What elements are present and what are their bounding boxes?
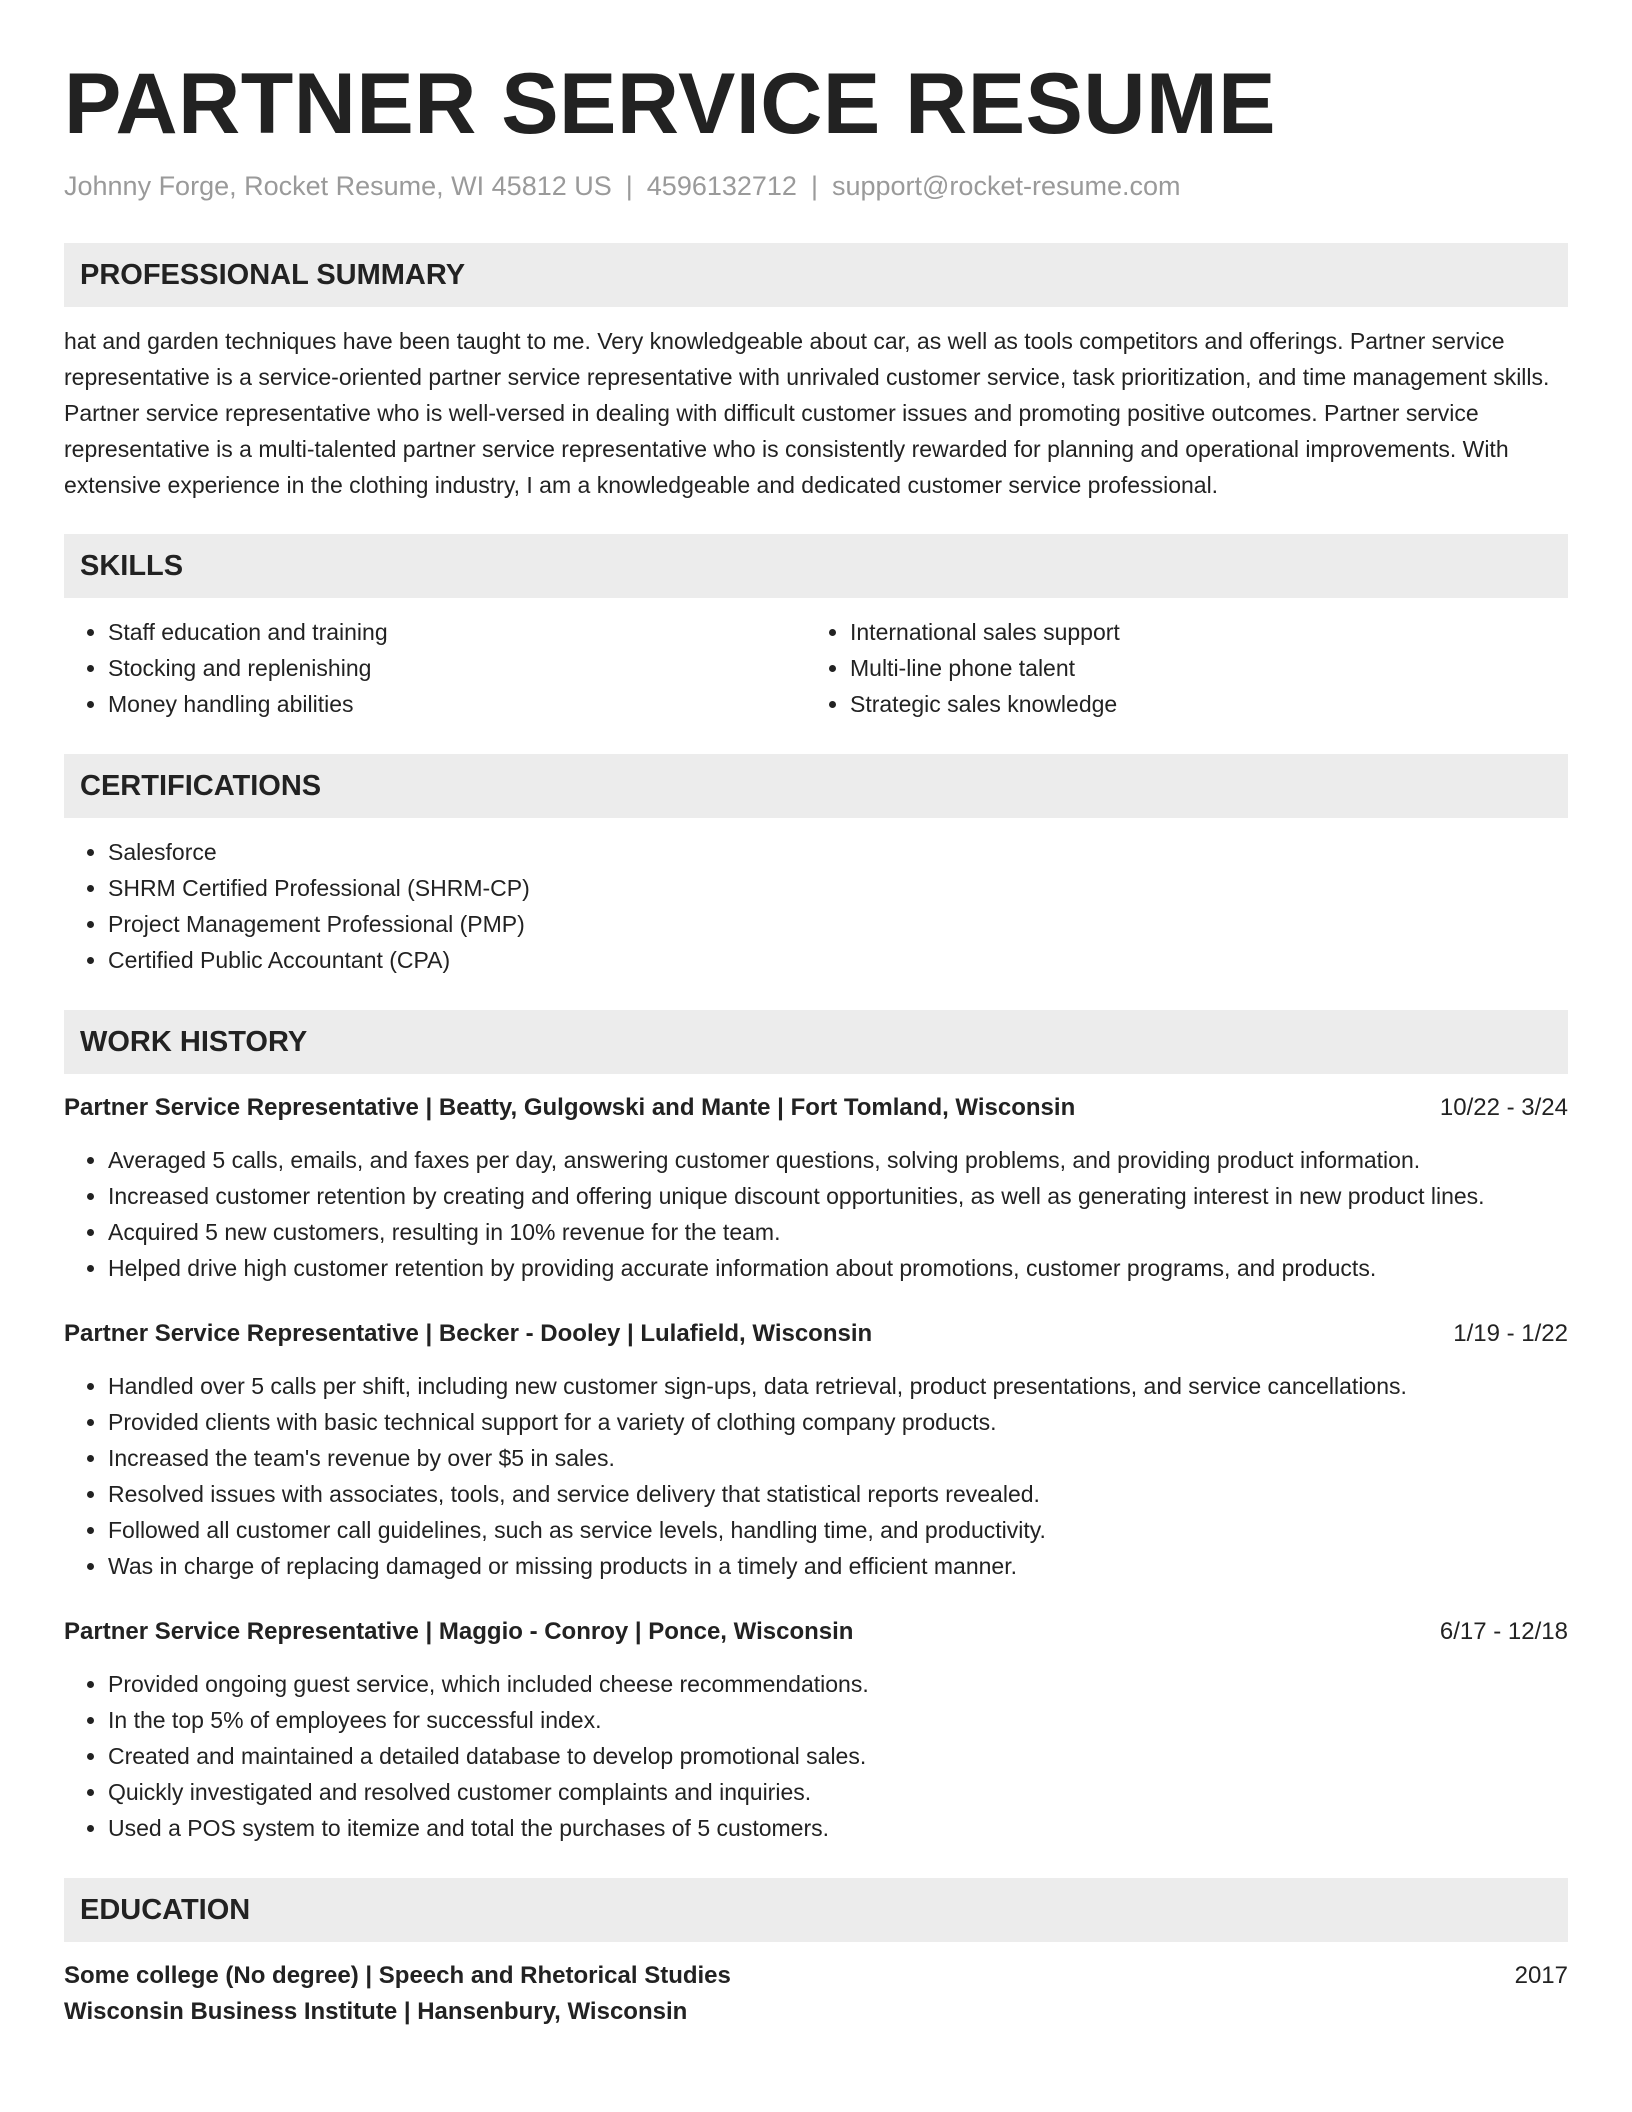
job-bullet: • Averaged 5 calls, emails, and faxes per day, answering customer questions, solving problems, and providing product information.: [108, 1142, 1568, 1178]
job-bullet: • In the top 5% of employees for successful index.: [108, 1702, 1568, 1738]
job-header: [64, 1614, 1568, 1650]
job-bullet: • Followed all customer call guidelines, such as service levels, handling time, and productivity.: [108, 1512, 1568, 1548]
resume-title: PARTNER SERVICE RESUME: [64, 56, 1277, 152]
section-heading-certifications: CERTIFICATIONS: [64, 754, 1568, 818]
certification-item: • Salesforce: [108, 834, 1568, 870]
skill-item: • Multi-line phone talent: [850, 650, 1548, 686]
job-bullet: • Acquired 5 new customers, resulting in 10% revenue for the team.: [108, 1214, 1568, 1250]
section-heading-education: EDUCATION: [64, 1878, 1568, 1942]
job-dates: 6/17 - 12/18: [1439, 1618, 1568, 1645]
skill-item: • Staff education and training: [108, 614, 806, 650]
job-header: [64, 1316, 1568, 1352]
job-header: [64, 1090, 1568, 1126]
job-bullet: • Used a POS system to itemize and total the purchases of 5 customers.: [108, 1810, 1568, 1846]
resume-content: [64, 52, 1568, 2030]
education-header: [64, 1958, 1568, 1994]
job-bullet: • Increased the team's revenue by over $5 in sales.: [108, 1440, 1568, 1476]
skills-left-list: [64, 614, 806, 722]
job-bullet: • Quickly investigated and resolved customer complaints and inquiries.: [108, 1774, 1568, 1810]
section-heading-work-history: WORK HISTORY: [64, 1010, 1568, 1074]
certifications-list: [64, 834, 1568, 978]
certification-item: • Project Management Professional (PMP): [108, 906, 1568, 942]
education-degree: Some college (No degree) | Speech and Rhetorical Studies: [64, 1962, 731, 1989]
skills-grid: [64, 614, 1568, 722]
job-title: Partner Service Representative | Becker - Dooley | Lulafield, Wisconsin: [64, 1320, 873, 1347]
skill-item: • Money handling abilities: [108, 686, 806, 722]
contact-separator: |: [625, 171, 633, 201]
section-heading-skills: SKILLS: [64, 534, 1568, 598]
job-dates: 10/22 - 3/24: [1439, 1094, 1568, 1121]
contact-email: support@rocket-resume.com: [831, 171, 1181, 201]
contact-address: Johnny Forge, Rocket Resume, WI 45812 US: [64, 171, 612, 201]
section-heading-summary: PROFESSIONAL SUMMARY: [64, 243, 1568, 307]
job-bullets: [64, 1368, 1568, 1584]
job-bullet: • Resolved issues with associates, tools, and service delivery that statistical reports revealed.: [108, 1476, 1568, 1512]
summary-text: hat and garden techniques have been taught to me. Very knowledgeable about car, as well as tools competitors and offerings. Partner service representative is a service-oriented partner service representative with unrivaled customer service, task prioritization, and time management skills. Partner service representative who is well-versed in dealing with difficult customer issues and promoting positive outcomes. Partner service representative is a multi-talented partner service representative who is consistently rewarded for planning and operational improvements. With extensive experience in the clothing industry, I am a knowledgeable and dedicated customer service professional.: [64, 328, 1550, 498]
job-title: Partner Service Representative | Maggio - Conroy | Ponce, Wisconsin: [64, 1618, 854, 1645]
contact-phone: 4596132712: [646, 171, 797, 201]
job-bullets: [64, 1142, 1568, 1286]
job-bullet: • Handled over 5 calls per shift, including new customer sign-ups, data retrieval, product presentations, and service cancellations.: [108, 1368, 1568, 1404]
skill-item: • Strategic sales knowledge: [850, 686, 1548, 722]
job-bullet: • Helped drive high customer retention by providing accurate information about promotions, customer programs, and products.: [108, 1250, 1568, 1286]
education-school: Wisconsin Business Institute | Hansenbury, Wisconsin: [64, 1998, 688, 2025]
skills-right-list: [806, 614, 1548, 722]
skill-item: • Stocking and replenishing: [108, 650, 806, 686]
skill-item: • International sales support: [850, 614, 1548, 650]
job-bullet: • Was in charge of replacing damaged or missing products in a timely and efficient manner.: [108, 1548, 1568, 1584]
job-bullet: • Created and maintained a detailed database to develop promotional sales.: [108, 1738, 1568, 1774]
job-title: Partner Service Representative | Beatty, Gulgowski and Mante | Fort Tomland, Wisconsin: [64, 1094, 1076, 1121]
job-bullet: • Provided clients with basic technical support for a variety of clothing company products.: [108, 1404, 1568, 1440]
certification-item: • SHRM Certified Professional (SHRM-CP): [108, 870, 1568, 906]
certification-item: • Certified Public Accountant (CPA): [108, 942, 1568, 978]
job-bullet: • Increased customer retention by creating and offering unique discount opportunities, as well as generating interest in new product lines.: [108, 1178, 1568, 1214]
job-bullets: [64, 1666, 1568, 1846]
contact-line: [64, 168, 1568, 204]
job-bullet: • Provided ongoing guest service, which included cheese recommendations.: [108, 1666, 1568, 1702]
job-dates: 1/19 - 1/22: [1453, 1320, 1568, 1347]
contact-separator: |: [810, 171, 818, 201]
education-year: 2017: [1514, 1962, 1568, 1989]
